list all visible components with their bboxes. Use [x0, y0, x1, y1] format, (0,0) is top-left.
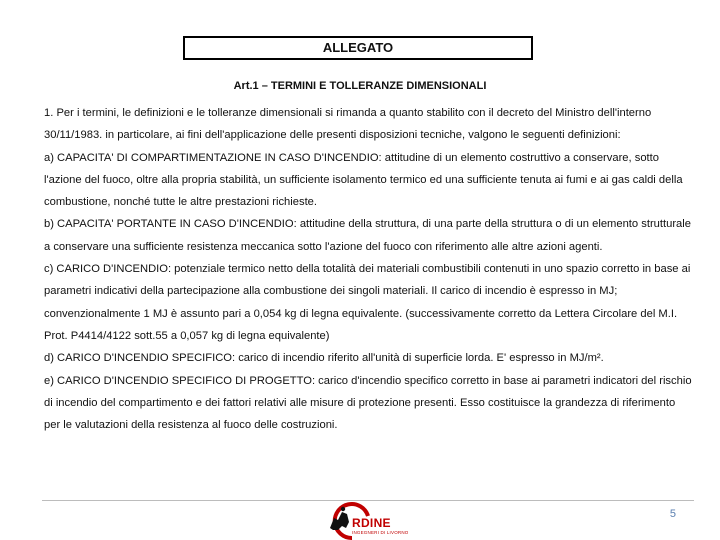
page-number: 5 — [669, 508, 676, 520]
paragraph-intro: 1. Per i termini, le definizioni e le tolleranze dimensionali si rimanda a quanto stabilito con il decreto del Ministro dell'interno 30/11/1983. in particolare, ai fini dell'applicazione delle presenti disposizioni tecniche, valgono le seguenti definizioni: — [44, 107, 652, 142]
logo-subtitle: INGEGNERI DI LIVORNO — [352, 530, 409, 535]
paragraph-definition-c: c) CARICO D'INCENDIO: potenziale termico netto della totalità dei materiali combustibili contenuti in uno spazio corretto in base ai parametri indicativi della partecipazione alla combustione dei singoli materiali. Il carico di incendio è espresso in MJ; convenzionalmente 1 MJ è assunto pari a 0,054 kg di legna equivalente. (successivamente corretto da Lettera Circolare del M.I. Prot. P4414/4122 sott.55 a 0,057 kg di legna equivalente) — [44, 263, 691, 342]
article-heading: Art.1 – TERMINI E TOLLERANZE DIMENSIONALI — [233, 80, 487, 92]
paragraph-definition-e: e) CARICO D'INCENDIO SPECIFICO DI PROGETTO: carico d'incendio specifico corretto in base ai parametri indicatori del rischio di incendio del compartimento e dei fattori relativi alle misure di protezione presenti. Esso costituisce la grandezza di riferimento per le valutazioni della resistenza al fuoco delle costruzioni. — [44, 374, 692, 432]
paragraph-definition-b: b) CAPACITA' PORTANTE IN CASO D'INCENDIO: attitudine della struttura, di una parte della struttura o di un elemento strutturale a conservare una sufficiente resistenza meccanica sotto l'azione del fuoco con riferimento alle altre azioni agenti. — [44, 218, 691, 253]
paragraph-definition-d: d) CARICO D'INCENDIO SPECIFICO: carico di incendio riferito all'unità di superficie lorda. E' espresso in MJ/m². — [44, 352, 604, 365]
paragraph-definition-a: a) CAPACITA' DI COMPARTIMENTAZIONE IN CASO D'INCENDIO: attitudine di un elemento costruttivo a conservare, sotto l'azione del fuoco, oltre alla propria stabilità, un sufficiente isolamento termico ed una sufficiente tenuta ai fumi e ai gas caldi della combustione, nonché tutte le altre prestazioni richieste. — [44, 151, 683, 209]
document-body — [44, 102, 694, 436]
logo-wordmark: RDINE — [352, 516, 391, 530]
document-title: ALLEGATO — [183, 36, 533, 60]
